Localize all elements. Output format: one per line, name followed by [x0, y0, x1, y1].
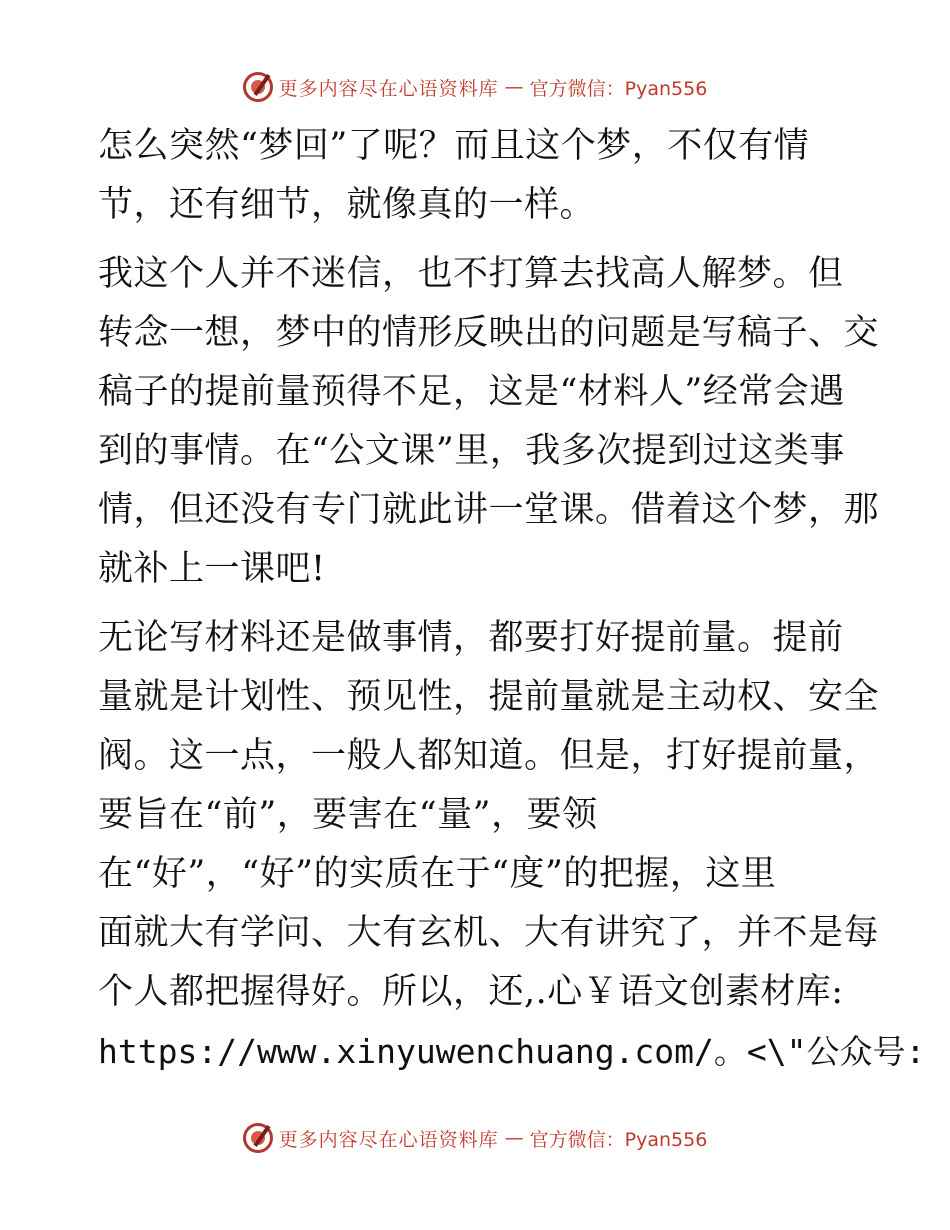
- text-line: 个人都把握得好。所以，还,.心￥语文创素材库:: [98, 972, 844, 1012]
- header-wechat-text: 官方微信：Pyan556: [529, 77, 708, 100]
- pen-logo-icon: [243, 1123, 273, 1153]
- paragraph-1: [98, 117, 858, 235]
- header-banner: [0, 72, 950, 102]
- text-line: 阀。这一点，一般人都知道。但是，打好提前量，: [98, 736, 880, 776]
- pen-logo-icon: [243, 72, 273, 102]
- text-line: 到的事情。在“公文课”里，我多次提到过这类事: [98, 431, 845, 471]
- header-main-text: 更多内容尽在心语资料库: [278, 77, 499, 100]
- text-line: 节，还有细节，就像真的一样。: [98, 185, 596, 225]
- footer-banner: [0, 1123, 950, 1153]
- text-line: 转念一想，梦中的情形反映出的问题是写稿子、交: [98, 313, 880, 353]
- text-line: 无论写材料还是做事情，都要打好提前量。提前: [98, 618, 844, 658]
- text-line: 量就是计划性、预见性，提前量就是主动权、安全: [98, 677, 880, 717]
- text-line: 情，但还没有专门就此讲一堂课。借着这个梦，那: [98, 490, 880, 530]
- text-line: 要旨在“前”，要害在“量”，要领: [98, 795, 598, 835]
- text-line: 就补上一课吧!: [98, 549, 326, 589]
- text-line: 怎么突然“梦回”了呢？而且这个梦，不仅有情: [98, 126, 810, 166]
- document-body: [98, 117, 926, 1081]
- header-separator: —: [504, 76, 524, 98]
- paragraph-2: [98, 245, 880, 599]
- url-line: https://www.xinyuwenchuang.com/。<\"公众号:: [98, 1032, 926, 1071]
- text-line: 面就大有学问、大有玄机、大有讲究了，并不是每: [98, 913, 880, 953]
- footer-separator: —: [504, 1127, 524, 1149]
- footer-main-text: 更多内容尽在心语资料库: [278, 1128, 499, 1151]
- footer-wechat-text: 官方微信：Pyan556: [529, 1128, 708, 1151]
- text-line: 稿子的提前量预得不足，这是“材料人”经常会遇: [98, 372, 845, 412]
- paragraph-3: [98, 609, 926, 1081]
- text-line: 在“好”，“好”的实质在于“度”的把握，这里: [98, 854, 777, 894]
- text-line: 我这个人并不迷信，也不打算去找高人解梦。但: [98, 254, 844, 294]
